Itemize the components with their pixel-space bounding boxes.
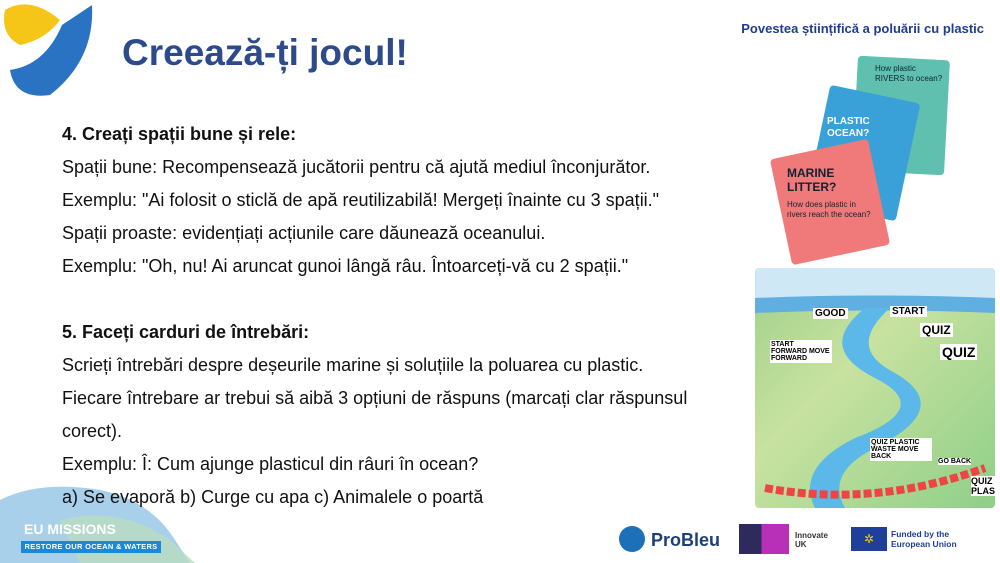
card-title: MARINE LITTER?: [787, 166, 837, 194]
text-line: Spații proaste: evidențiați acțiunile care dăunează oceanului.: [62, 223, 546, 243]
text-line: Exemplu: "Oh, nu! Ai aruncat gunoi lângă râu. Întoarceți-vă cu 2 spații.": [62, 256, 629, 276]
innovate-uk-label: Innovate UK: [795, 531, 828, 549]
page-title: Creează-ți jocul!: [122, 32, 408, 73]
eu-flag-icon: ✲: [851, 527, 887, 551]
section-4-heading: 4. Creați spații bune și rele:: [62, 124, 297, 144]
eu-missions-label: EU MISSIONS: [24, 521, 116, 537]
card-question: How does plastic in rivers reach the ocean?: [787, 200, 871, 219]
text-line: Fiecare întrebare ar trebui să aibă 3 opțiuni de răspuns (marcați clar răspunsul corect).: [62, 388, 688, 441]
board-label: QUIZ: [942, 344, 976, 360]
card-text: How plastic RIVERS to ocean?: [875, 64, 943, 83]
footer-logos: [615, 522, 1000, 558]
ukri-logo-icon: [739, 524, 789, 554]
board-label: START FORWARD MOVE FORWARD: [770, 340, 832, 363]
text-line: Spații bune: Recompensează jucătorii pentru că ajută mediul înconjurător.: [62, 157, 651, 177]
board-game-image: [755, 268, 995, 508]
board-label: START: [892, 306, 925, 317]
section-5-heading: 5. Faceți carduri de întrebări:: [62, 322, 310, 342]
quiz-cards-image: [775, 58, 950, 258]
brand-logo: [0, 0, 100, 100]
eu-missions-tagline: RESTORE OUR OCEAN & WATERS: [21, 541, 161, 553]
text-line: Scrieți întrebări despre deșeurile marine și soluțiile la poluarea cu plastic.: [62, 355, 644, 375]
board-label: QUIZ: [922, 323, 951, 337]
text-line: Exemplu: "Ai folosit o sticlă de apă reutilizabilă! Mergeți înainte cu 3 spații.": [62, 190, 660, 210]
probleu-logo: ProBleu: [651, 530, 721, 550]
board-label: QUIZ PLAS: [971, 476, 995, 496]
board-label: GOOD: [815, 308, 846, 319]
presentation-subtitle: Povestea științifică a poluării cu plastic: [741, 21, 984, 36]
content-body: [62, 118, 752, 514]
funded-by-eu-label: Funded by the European Union: [891, 529, 957, 549]
board-label: QUIZ PLASTIC WASTE MOVE BACK: [870, 438, 932, 461]
card-text: PLASTIC OCEAN?: [827, 116, 870, 139]
probleu-logo-icon: [619, 526, 645, 552]
text-line: a) Se evaporă b) Curge cu apa c) Animalele o poartă: [62, 487, 484, 507]
board-label: GO BACK: [938, 458, 972, 465]
text-line: Exemplu: Î: Cum ajunge plasticul din râuri în ocean?: [62, 454, 479, 474]
